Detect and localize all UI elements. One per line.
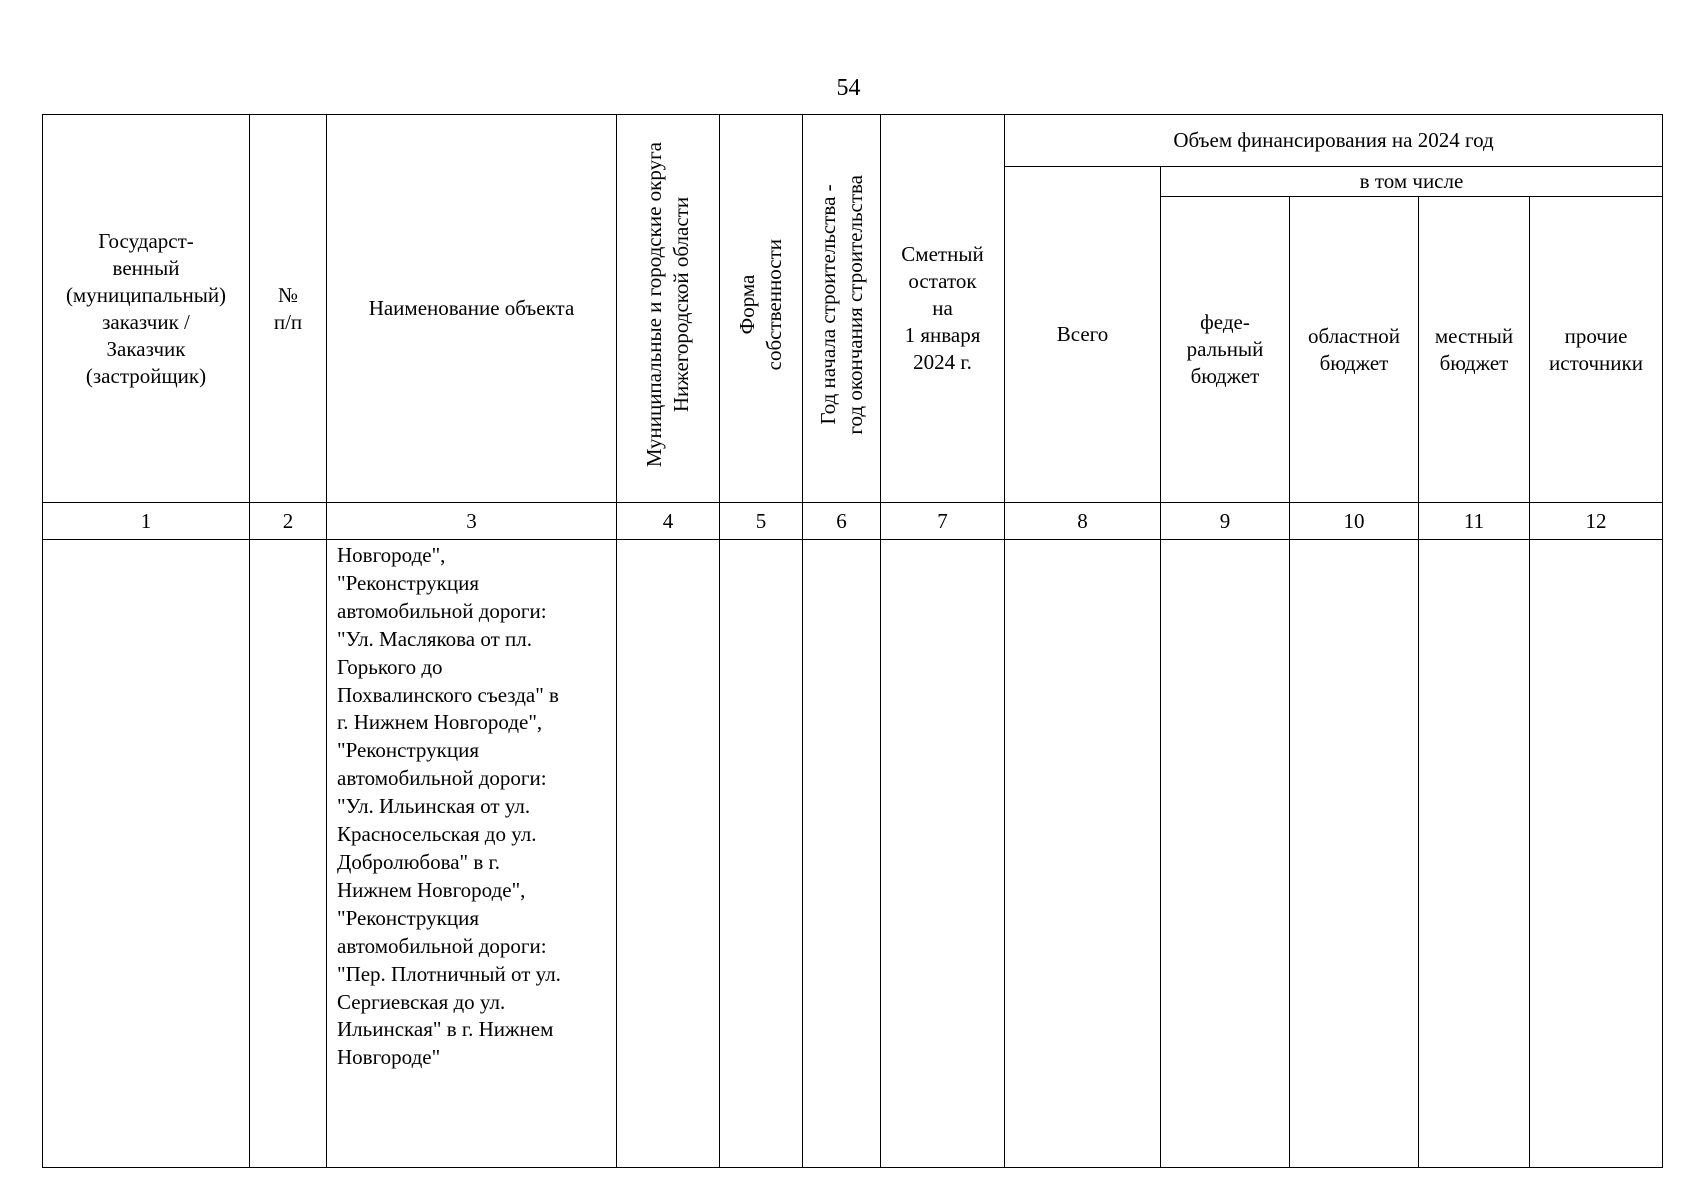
cell-municipal bbox=[617, 540, 720, 1168]
header-local bbox=[1419, 197, 1530, 503]
cell-local bbox=[1419, 540, 1530, 1168]
column-number: 9 bbox=[1161, 503, 1290, 540]
header-federal bbox=[1161, 197, 1290, 503]
header-ownership bbox=[720, 115, 803, 503]
cell-regional bbox=[1290, 540, 1419, 1168]
table-row bbox=[43, 540, 1663, 1168]
cell-years bbox=[803, 540, 881, 1168]
column-number: 6 bbox=[803, 503, 881, 540]
cell-object-name: Новгороде", "Реконструкция автомобильной дороги: "Ул. Маслякова от пл. Горького до Похвалинского съезда" в г. Нижнем Новгороде", "Реконструкция автомобильной дороги: "Ул. Ильинская от ул. Красносельская до ул. Добролюбова" в г. Нижнем Новгороде", "Реконструкция автомобильной дороги: "Пер. Плотничный от ул. Сергиевская до ул. Ильинская" в г. Нижнем Новгороде" bbox=[327, 540, 617, 1168]
cell-federal bbox=[1161, 540, 1290, 1168]
header-local-label: местный бюджет bbox=[1434, 323, 1514, 375]
header-including-label: в том числе bbox=[1359, 169, 1464, 193]
header-object-name bbox=[327, 115, 617, 503]
page-number: 54 bbox=[836, 75, 861, 101]
header-other bbox=[1530, 197, 1663, 503]
header-years bbox=[803, 115, 881, 503]
column-number: 4 bbox=[617, 503, 720, 540]
header-total bbox=[1005, 167, 1161, 503]
column-number: 11 bbox=[1419, 503, 1530, 540]
header-balance-label: Сметный остаток на 1 января 2024 г. bbox=[901, 242, 984, 374]
financing-table bbox=[42, 114, 1663, 1168]
cell-balance bbox=[881, 540, 1005, 1168]
header-customer-label: Государст- венный (муниципальный) заказчик / Заказчик (застройщик) bbox=[65, 228, 227, 388]
header-balance bbox=[881, 115, 1005, 503]
column-number-row bbox=[43, 503, 1663, 540]
header-ownership-label: Форма собственности bbox=[735, 239, 786, 371]
column-number: 2 bbox=[250, 503, 327, 540]
cell-ownership bbox=[720, 540, 803, 1168]
cell-other bbox=[1530, 540, 1663, 1168]
header-municipal bbox=[617, 115, 720, 503]
column-number: 7 bbox=[881, 503, 1005, 540]
column-number: 10 bbox=[1290, 503, 1419, 540]
cell-customer bbox=[43, 540, 250, 1168]
header-financing-label: Объем финансирования на 2024 год bbox=[1173, 128, 1494, 152]
cell-total bbox=[1005, 540, 1161, 1168]
column-number: 8 bbox=[1005, 503, 1161, 540]
column-number: 3 bbox=[327, 503, 617, 540]
column-number: 12 bbox=[1530, 503, 1663, 540]
header-municipal-label: Муниципальные и городские округа Нижегородской области bbox=[642, 142, 693, 468]
header-object-name-label: Наименование объекта bbox=[368, 296, 575, 320]
header-including bbox=[1161, 167, 1663, 197]
header-financing bbox=[1005, 115, 1663, 167]
cell-num bbox=[250, 540, 327, 1168]
header-regional bbox=[1290, 197, 1419, 503]
header-federal-label: феде- ральный бюджет bbox=[1186, 310, 1264, 388]
header-other-label: прочие источники bbox=[1549, 323, 1643, 375]
header-num-label: № п/п bbox=[273, 282, 303, 334]
header-years-label: Год начала строительства - год окончания строительства bbox=[815, 175, 867, 435]
header-total-label: Всего bbox=[1056, 322, 1109, 346]
column-number: 1 bbox=[43, 503, 250, 540]
header-num bbox=[250, 115, 327, 503]
header-customer bbox=[43, 115, 250, 503]
column-number: 5 bbox=[720, 503, 803, 540]
header-regional-label: областной бюджет bbox=[1308, 323, 1400, 375]
